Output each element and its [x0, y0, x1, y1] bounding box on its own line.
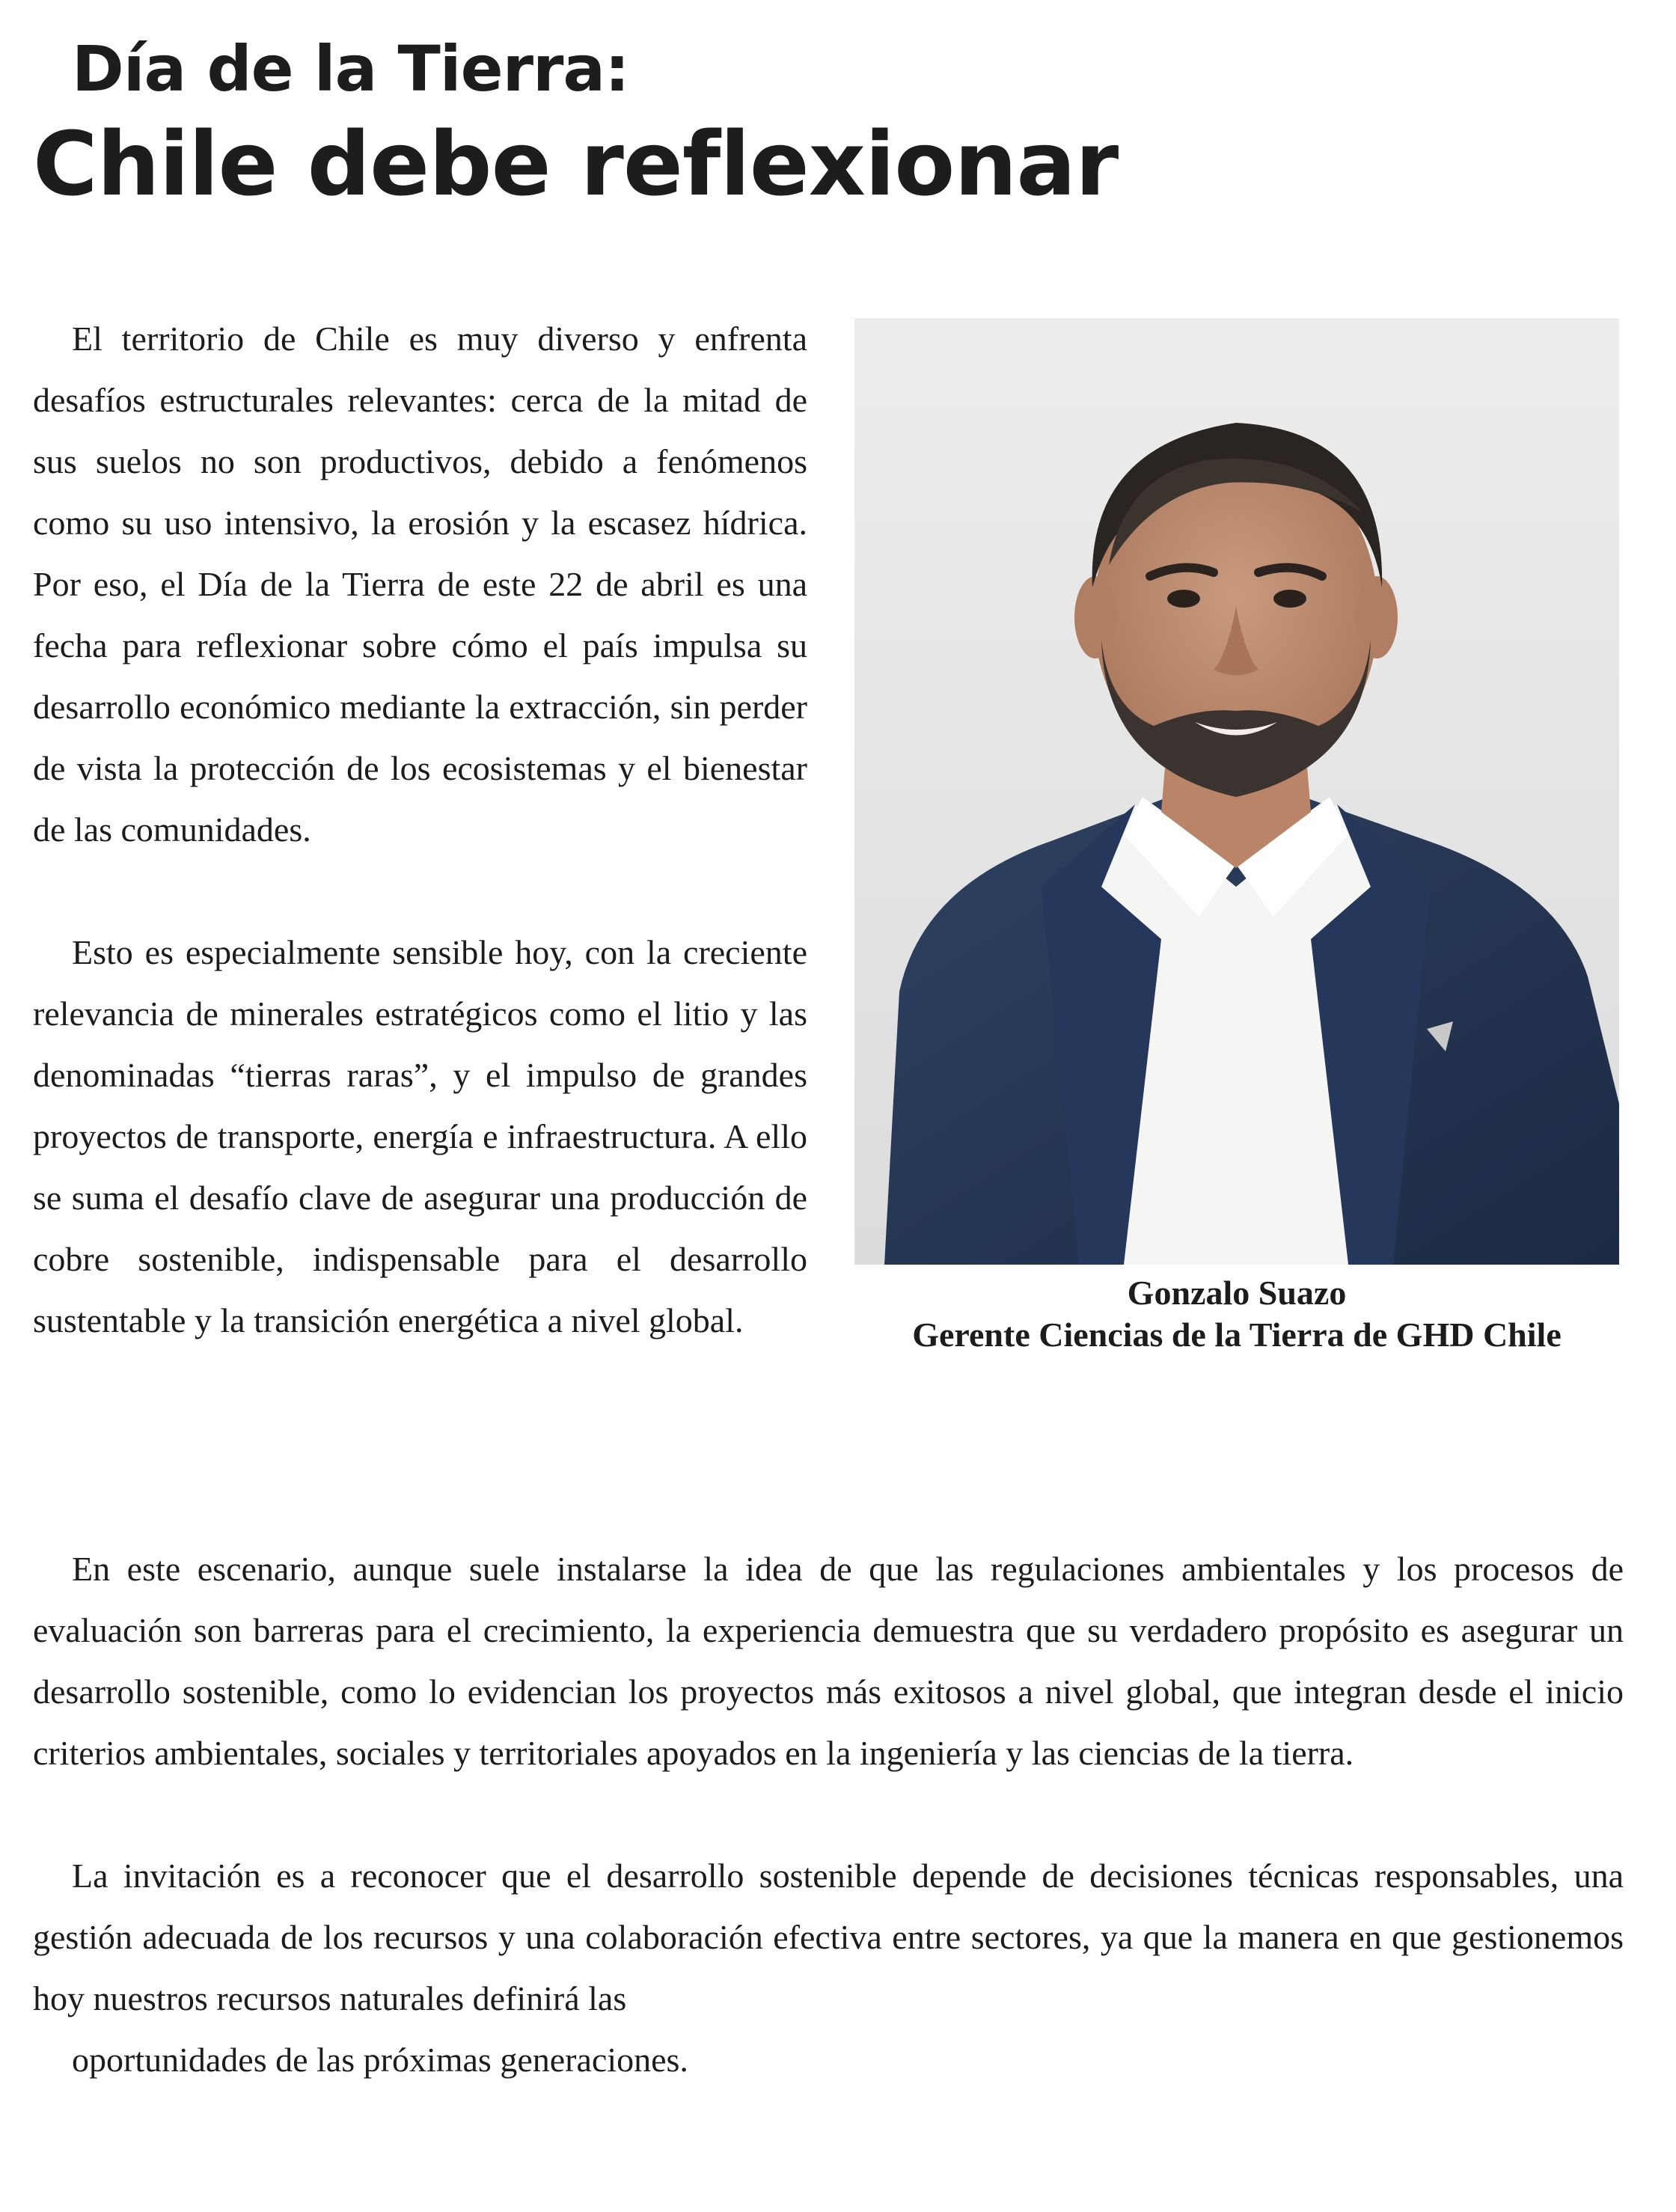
author-photo [854, 318, 1619, 1265]
headline-line-2: Chile debe reflexionar [33, 112, 1119, 216]
article-headline [33, 27, 1118, 217]
photo-caption [854, 1272, 1619, 1356]
paragraph-4: La invitación es a reconocer que el desarrollo sostenible depende de decisiones técnicas responsables, una gestión adecuada de los recursos y una colaboración efectiva entre sectores, ya que la manera en que gestionemos hoy nuestros recursos naturales definirá las [33, 1857, 1624, 2017]
headline-line-1: Día de la Tierra: [72, 32, 629, 106]
paragraph-2: Esto es especialmente sensible hoy, con la creciente relevancia de minerales estratégicos como el litio y las denominadas “tierras raras”, y el impulso de grandes proyectos de transporte, energía e infraestructura. A ello se suma el desafío clave de asegurar una producción de cobre sostenible, indispensable para el desarrollo sustentable y la transición energética a nivel global. [33, 933, 807, 1339]
paragraph-3: En este escenario, aunque suele instalarse la idea de que las regulaciones ambientales y los procesos de evaluación son barreras para el crecimiento, la experiencia demuestra que su verdadero propósito es asegurar un desarrollo sostenible, como lo evidencian los proyectos más exitosos a nivel global, que integran desde el inicio criterios ambientales, sociales y territoriales apoyados en la ingeniería y las ciencias de la tierra. [33, 1550, 1624, 1772]
paragraph-1: El territorio de Chile es muy diverso y enfrenta desafíos estructurales relevantes: cerca de la mitad de sus suelos no son productivos, debido a fenómenos como su uso intensivo, la erosión y la escasez hídrica. Por eso, el Día de la Tierra de este 22 de abril es una fecha para reflexionar sobre cómo el país impulsa su desarrollo económico mediante la extracción, sin perder de vista la protección de los ecosistemas y el bienestar de las comunidades. [33, 320, 807, 849]
caption-name: Gonzalo Suazo [1127, 1274, 1347, 1312]
portrait-illustration [854, 318, 1619, 1265]
closing-line: oportunidades de las próximas generaciones. [72, 2041, 688, 2079]
caption-role: Gerente Ciencias de la Tierra de GHD Chile [912, 1316, 1562, 1354]
full-width-text [33, 1539, 1624, 2091]
left-column-text [33, 308, 807, 1351]
